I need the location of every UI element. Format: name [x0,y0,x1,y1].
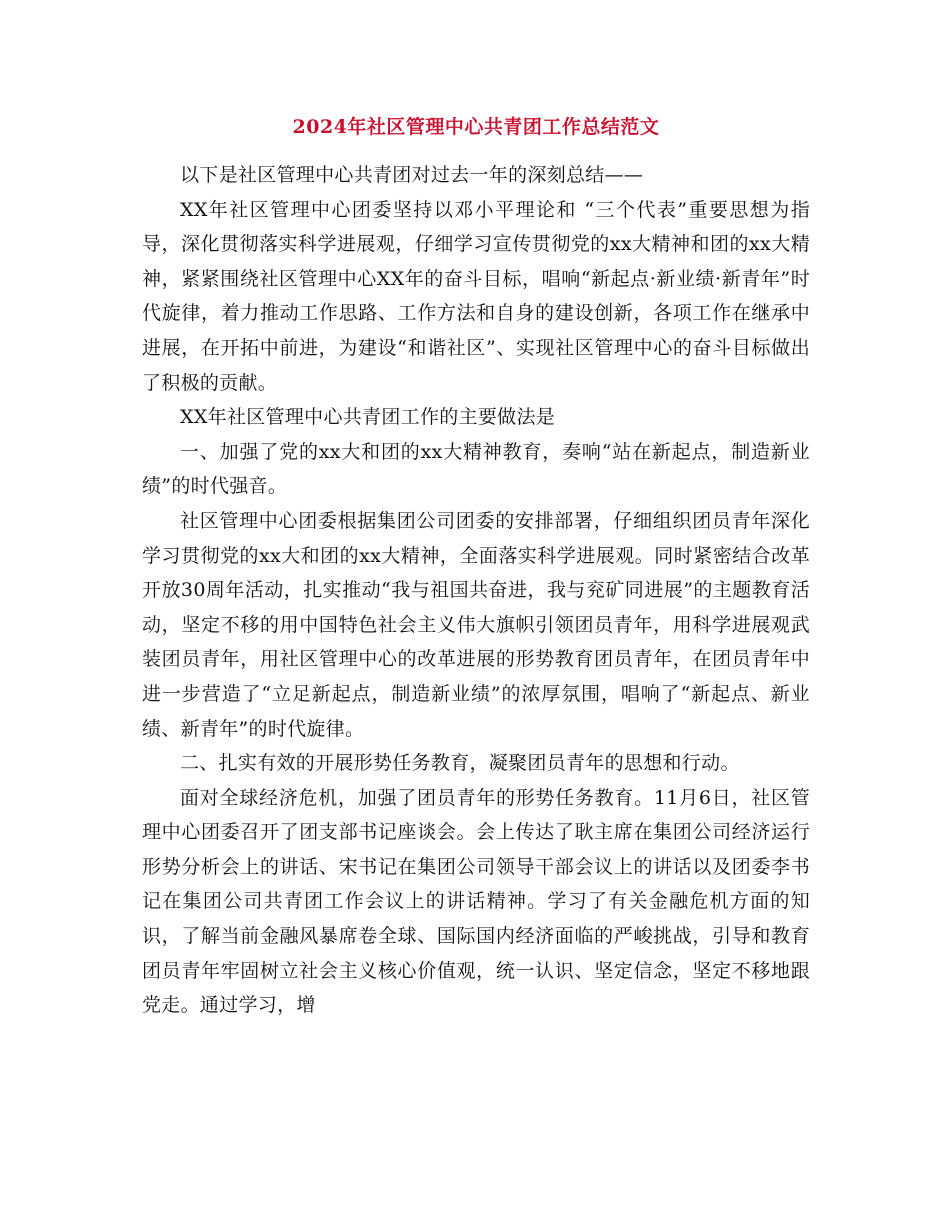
paragraph-section-one-body: 社区管理中心团委根据集团公司团委的安排部署，仔细组织团员青年深化学习贯彻党的xx大和团的xx大精神，全面落实科学进展观。同时紧密结合改革开放30周年活动，扎实推动“我与祖国共奋进，我与兖矿同进展”的主题教育活动，坚定不移的用中国特色社会主义伟大旗帜引领团员青年，用科学进展观武装团员青年，用社区管理中心的改革进展的形势教育团员青年，在团员青年中进一步营造了“立足新起点，制造新业绩”的浓厚氛围，唱响了“新起点、新业绩、新青年”的时代旋律。 [142,509,810,740]
paragraph-section-one-heading: 一、加强了党的xx大和团的xx大精神教育，奏响“站在新起点，制造新业绩”的时代强音。 [142,440,810,498]
paragraph-methods-heading: XX年社区管理中心共青团工作的主要做法是 [180,406,556,429]
document-title: 2024年社区管理中心共青团工作总结范文 [292,116,660,138]
document-page [142,110,810,1023]
paragraph-intro: 以下是社区管理中心共青团对过去一年的深刻总结—— [180,164,644,186]
paragraph-overview: XX年社区管理中心团委坚持以邓小平理论和 “三个代表”重要思想为指导，深化贯彻落实科学进展观，仔细学习宣传贯彻党的xx大精神和团的xx大精神，紧紧围绕社区管理中心XX年的奋斗目标，唱响“新起点·新业绩·新青年”时代旋律，着力推动工作思路、工作方法和自身的建设创新，各项工作在继承中进展，在开拓中前进，为建设“和谐社区”、实现社区管理中心的奋斗目标做出了积极的贡献。 [142,198,810,394]
paragraph-section-two-heading: 二、扎实有效的开展形势任务教育，凝聚团员青年的思想和行动。 [180,752,740,775]
paragraph-section-two-body: 面对全球经济危机，加强了团员青年的形势任务教育。11月6日，社区管理中心团委召开了团支部书记座谈会。会上传达了耿主席在集团公司经济运行形势分析会上的讲话、宋书记在集团公司领导干部会议上的讲话以及团委李书记在集团公司共青团工作会议上的讲话精神。学习了有关金融危机方面的知识，了解当前金融风暴席卷全球、国际国内经济面临的严峻挑战，引导和教育团员青年牢固树立社会主义核心价值观，统一认识、坚定信念，坚定不移地跟党走。通过学习，增 [142,786,810,1017]
